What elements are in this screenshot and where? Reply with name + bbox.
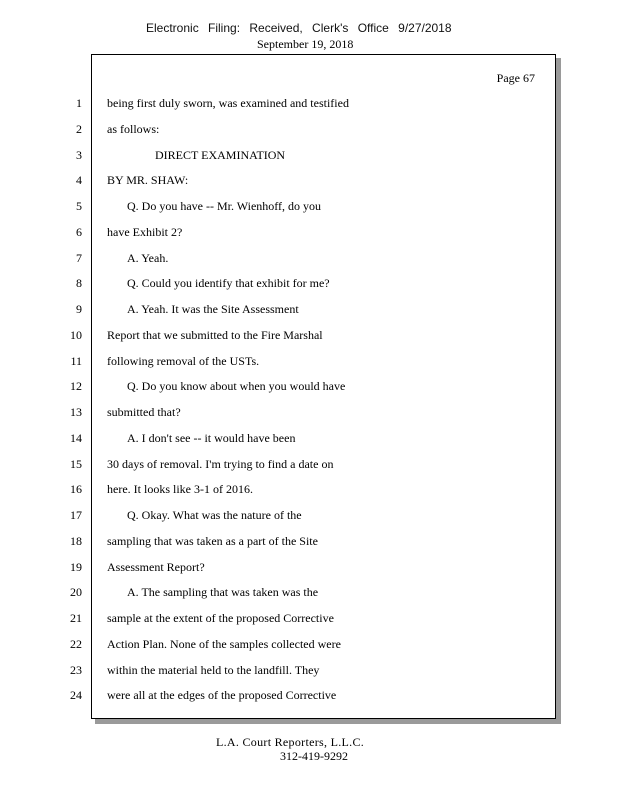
line-number: 15 (70, 457, 82, 471)
line-number: 20 (70, 585, 82, 599)
line-number: 18 (70, 534, 82, 548)
court-reporter-name: L.A. Court Reporters, L.L.C. (216, 735, 365, 749)
testimony-line: A. Yeah. (127, 251, 169, 265)
line-number: 8 (76, 276, 82, 290)
testimony-line: as follows: (107, 122, 160, 136)
line-number: 10 (70, 328, 82, 342)
testimony-line: Q. Do you know about when you would have (127, 379, 346, 393)
line-number: 14 (70, 431, 82, 445)
testimony-line: within the material held to the landfill. They (107, 663, 320, 677)
electronic-filing-stamp: Electronic Filing: Received, Clerk's Office 9/27/2018 (146, 21, 452, 35)
line-number: 3 (76, 148, 82, 162)
testimony-line: A. The sampling that was taken was the (127, 585, 319, 599)
testimony-line: Report that we submitted to the Fire Marshal (107, 328, 323, 342)
testimony-line: here. It looks like 3-1 of 2016. (107, 482, 253, 496)
testimony-line: sampling that was taken as a part of the Site (107, 534, 318, 548)
line-number: 7 (76, 251, 82, 265)
testimony-line: submitted that? (107, 405, 181, 419)
line-number: 9 (76, 302, 82, 316)
line-number: 11 (70, 354, 82, 368)
line-number: 2 (76, 122, 82, 136)
testimony-line: BY MR. SHAW: (107, 173, 189, 187)
page-number: Page 67 (496, 71, 535, 85)
testimony-line: Action Plan. None of the samples collected were (107, 637, 341, 651)
line-number: 13 (70, 405, 82, 419)
testimony-line: Q. Do you have -- Mr. Wienhoff, do you (127, 199, 322, 213)
testimony-line: A. I don't see -- it would have been (127, 431, 296, 445)
testimony-line: sample at the extent of the proposed Corrective (107, 611, 334, 625)
transcript-date: September 19, 2018 (257, 37, 354, 51)
line-number: 17 (70, 508, 82, 522)
line-number: 23 (70, 663, 82, 677)
line-number: 4 (76, 173, 82, 187)
line-number: 1 (76, 96, 82, 110)
line-number: 21 (70, 611, 82, 625)
testimony-line: 30 days of removal. I'm trying to find a date on (107, 457, 334, 471)
testimony-line: Q. Okay. What was the nature of the (127, 508, 302, 522)
testimony-line: being first duly sworn, was examined and testified (107, 96, 349, 110)
testimony-line: have Exhibit 2? (107, 225, 183, 239)
testimony-line: were all at the edges of the proposed Corrective (107, 688, 337, 702)
testimony-line: following removal of the USTs. (107, 354, 260, 368)
line-number: 16 (70, 482, 82, 496)
line-number: 12 (70, 379, 82, 393)
testimony-line: Q. Could you identify that exhibit for me? (127, 276, 330, 290)
line-number: 24 (70, 688, 82, 702)
testimony-line: A. Yeah. It was the Site Assessment (127, 302, 299, 316)
line-number: 6 (76, 225, 82, 239)
line-number: 5 (76, 199, 82, 213)
testimony-line: DIRECT EXAMINATION (155, 148, 286, 162)
court-reporter-phone: 312-419-9292 (280, 749, 348, 763)
line-number: 22 (70, 637, 82, 651)
testimony-line: Assessment Report? (107, 560, 205, 574)
line-number: 19 (70, 560, 82, 574)
